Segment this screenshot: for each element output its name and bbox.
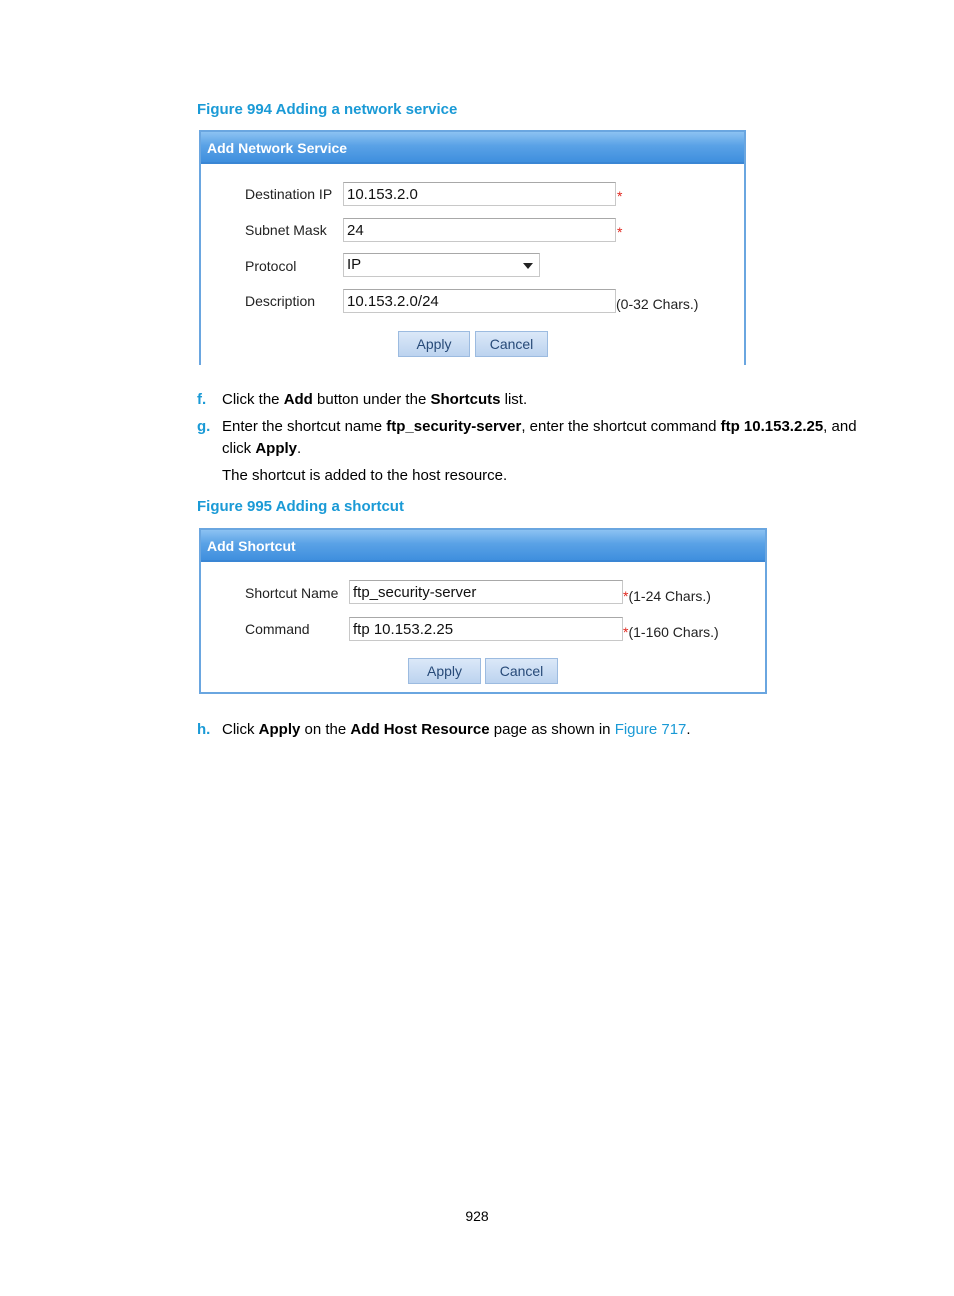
required-marker: * [617,188,623,204]
protocol-selected-value: IP [347,256,362,273]
step-g-note: The shortcut is added to the host resource. [222,467,508,484]
panel-title: Add Shortcut [201,530,765,562]
figure-995-caption: Figure 995 Adding a shortcut [197,498,404,515]
figure-994-caption: Figure 994 Adding a network service [197,101,458,118]
panel-title: Add Network Service [201,132,744,164]
required-marker: * [617,224,623,240]
subnet-mask-label: Subnet Mask [245,222,327,238]
command-input[interactable] [349,617,623,641]
step-g: g. Enter the shortcut name ftp_security-server, enter the shortcut command ftp 10.153.2.25, and [197,418,857,435]
add-network-service-panel [199,130,746,365]
description-hint: (0-32 Chars.) [616,296,699,312]
protocol-label: Protocol [245,258,297,274]
shortcut-name-hint: *(1-24 Chars.) [623,588,711,604]
figure-717-link[interactable]: Figure 717 [614,721,687,738]
command-hint: *(1-160 Chars.) [623,624,719,640]
shortcut-name-input[interactable] [349,580,623,604]
protocol-select[interactable] [343,253,540,277]
step-g-line-2: click Apply. [222,440,302,457]
step-f: f. Click the Add button under the Shortcuts list. [197,391,528,408]
step-h: h. Click Apply on the Add Host Resource page as shown in Figure 717. [197,721,691,738]
chevron-down-icon [523,263,533,269]
subnet-mask-input[interactable] [343,218,616,242]
apply-button[interactable]: Apply [408,658,481,684]
shortcut-name-label: Shortcut Name [245,585,339,601]
destination-ip-input[interactable] [343,182,616,206]
cancel-button[interactable]: Cancel [485,658,558,684]
add-shortcut-panel [199,528,767,694]
destination-ip-label: Destination IP [245,186,333,202]
cancel-button[interactable]: Cancel [475,331,548,357]
command-label: Command [245,621,310,637]
description-label: Description [245,293,316,309]
apply-button[interactable]: Apply [398,331,470,357]
description-input[interactable] [343,289,616,313]
page-number: 928 [465,1208,489,1224]
